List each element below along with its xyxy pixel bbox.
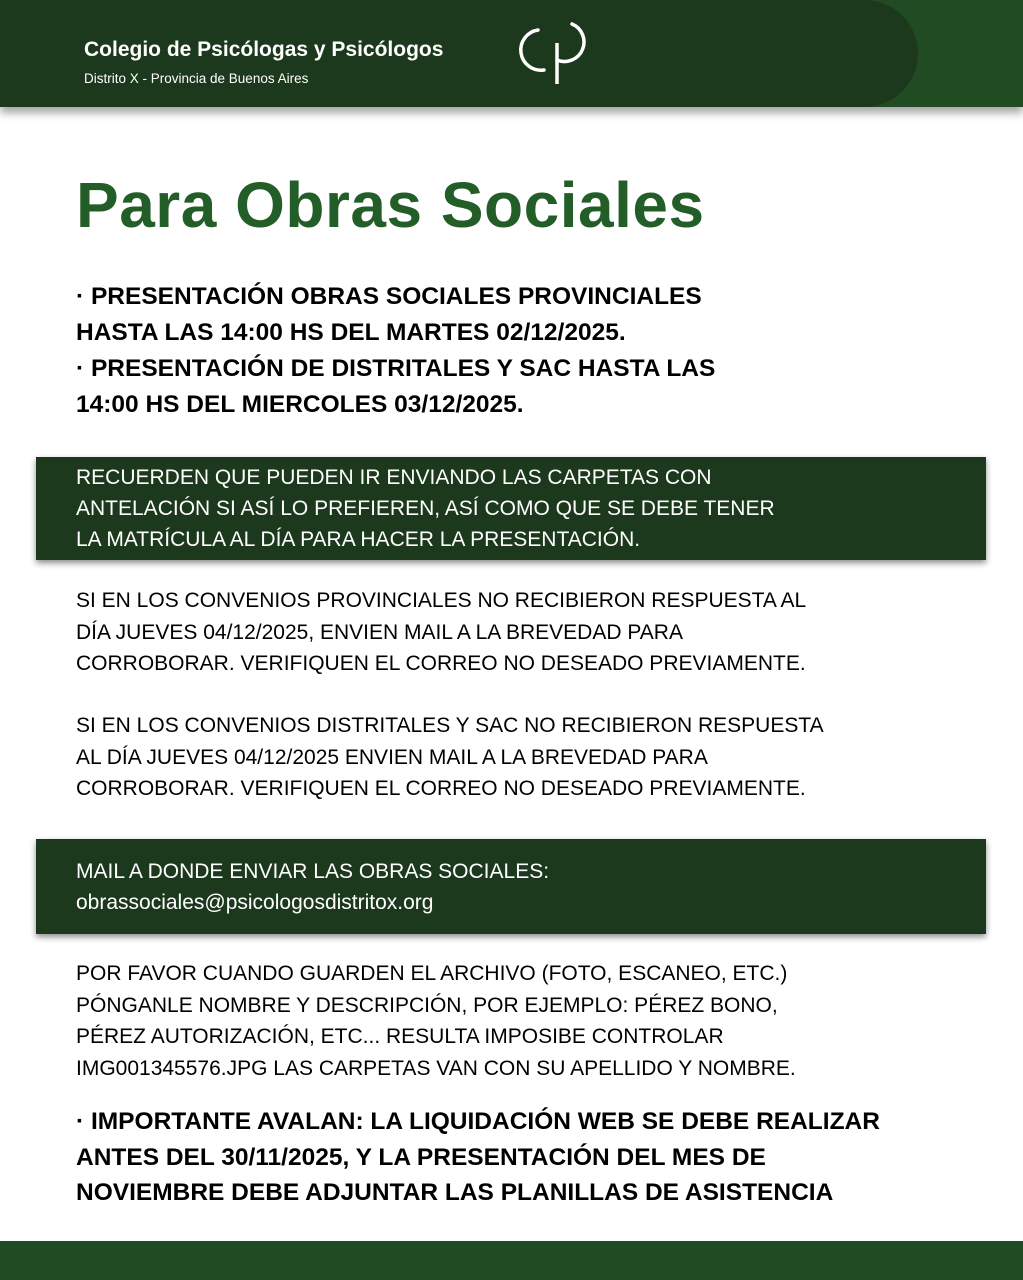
notice-line: POR FAVOR CUANDO GUARDEN EL ARCHIVO (FOTO, ESCANEO, ETC.) [76,962,788,985]
email-link[interactable]: obrassociales@psicologosdistritox.org [76,891,434,914]
mail-label: MAIL A DONDE ENVIAR LAS OBRAS SOCIALES: [76,860,550,883]
cp-logo-icon [516,22,592,86]
notice-line: IMG001345576.JPG LAS CARPETAS VAN CON SU APELLIDO Y NOMBRE. [76,1056,796,1080]
deadlines-section [76,279,715,423]
reminder-line: RECUERDEN QUE PUEDEN IR ENVIANDO LAS CARPETAS CON [76,466,712,489]
notice-line: CORROBORAR. VERIFIQUEN EL CORREO NO DESEADO PREVIAMENTE. [76,777,806,800]
notice-line: AL DÍA JUEVES 04/12/2025 ENVIEN MAIL A LA BREVEDAD PARA [76,745,708,769]
reminder-box [36,457,986,560]
important-line: · IMPORTANTE AVALAN: LA LIQUIDACIÓN WEB SE DEBE REALIZAR [76,1108,880,1135]
important-line: ANTES DEL 30/11/2025, Y LA PRESENTACIÓN DEL MES DE [76,1143,766,1171]
footer-bar [0,1241,1023,1280]
file-naming-notice [76,958,796,1084]
org-name: Colegio de Psicólogas y Psicólogos [84,38,444,61]
deadline-line: HASTA LAS 14:00 HS DEL MARTES 02/12/2025. [76,319,626,346]
org-subtitle: Distrito X - Provincia de Buenos Aires [84,71,309,86]
distritales-notice [76,710,824,805]
reminder-line: LA MATRÍCULA AL DÍA PARA HACER LA PRESENTACIÓN. [76,528,641,551]
reminder-line: ANTELACIÓN SI ASÍ LO PREFIEREN, ASÍ COMO QUE SE DEBE TENER [76,497,775,520]
mail-box [36,839,986,934]
notice-line: PÉREZ AUTORIZACIÓN, ETC... RESULTA IMPOSIBE CONTROLAR [76,1025,724,1048]
deadline-line: · PRESENTACIÓN OBRAS SOCIALES PROVINCIALES [76,283,702,310]
notice-line: SI EN LOS CONVENIOS DISTRITALES Y SAC NO RECIBIERON RESPUESTA [76,714,824,737]
deadline-line: 14:00 HS DEL MIERCOLES 03/12/2025. [76,391,524,418]
provinciales-notice [76,585,806,680]
notice-line: CORROBORAR. VERIFIQUEN EL CORREO NO DESEADO PREVIAMENTE. [76,652,806,675]
notice-line: DÍA JUEVES 04/12/2025, ENVIEN MAIL A LA BREVEDAD PARA [76,620,683,644]
page-title: Para Obras Sociales [76,169,705,241]
notice-line: SI EN LOS CONVENIOS PROVINCIALES NO RECIBIERON RESPUESTA AL [76,589,807,612]
notice-line: PÓNGANLE NOMBRE Y DESCRIPCIÓN, POR EJEMPLO: PÉREZ BONO, [76,993,778,1017]
important-line: NOVIEMBRE DEBE ADJUNTAR LAS PLANILLAS DE ASISTENCIA [76,1179,834,1206]
deadline-line: · PRESENTACIÓN DE DISTRITALES Y SAC HASTA LAS [76,355,716,382]
important-notice [76,1104,880,1211]
